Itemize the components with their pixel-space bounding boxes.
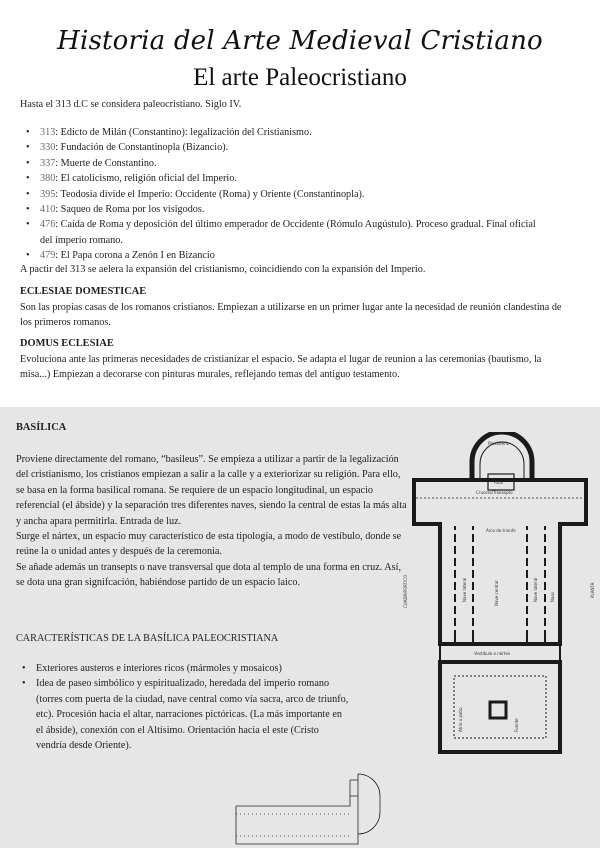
expansion-text: A pactir del 313 se aelera la expansión del cristianismo, coincidiendo con la expansión del Imperio.: [20, 264, 426, 275]
basilica-paragraph: Surge el nártex, un espacio muy característico de esta tipología, a modo de vestíbulo, donde se reúne la o unidad antes y después de la ceremonia.: [16, 531, 402, 558]
basilica-paragraph: Se añade además un transepts o nave transversal que dota al templo de una forma en cruz. Así, se dota una gran signifcación, habiéndose partido de un espacio laico.: [16, 561, 402, 589]
list-item: • 313: Edicto de Milán (Constantino): legalización del Cristianismo.: [22, 125, 582, 140]
timeline-list: [22, 125, 582, 264]
plan-label-nave-lateral: Nave lateral: [462, 577, 467, 602]
intro-text: Hasta el 313 d.C se considera paleocristiano. Siglo IV.: [20, 99, 242, 110]
domus-text: Evoluciona ante las primeras necesidades de cristianizar el espacio. Se adapta el lugar de reunion a las ceremonias (bautismo, la misa...) Empiezan a decorarse con pinturas murales, reflejando temas del antiguo testamento.: [20, 354, 542, 380]
document-subtitle: El arte Paleocristiano: [193, 64, 407, 91]
document-title: Historia del Arte Medieval Cristiano: [57, 26, 543, 56]
plan-label-fountain: Fuente: [514, 718, 519, 732]
plan-label-narthex: Vestíbulo o nártex: [474, 651, 511, 656]
list-item: • Exteriores austeros e interiores ricos (mármoles y mosaicos): [20, 661, 350, 676]
characteristics-heading: CARACTERÍSTICAS DE LA BASÍLICA PALEOCRISTIANA: [16, 633, 279, 644]
list-item: • 380: El catolicismo, religión oficial del Imperio.: [22, 171, 582, 186]
domesticae-heading: ECLESIAE DOMESTICAE: [20, 286, 147, 297]
plan-label-left: CUADRIPÓRTICO: [403, 574, 408, 608]
basilica-floor-plan: [400, 432, 600, 762]
basilica-paragraph: Proviene directamente del romano, “basileus”. Se empieza a utilizar a partir de la legalización del cristianismo, los cristianos empiezan a salir a la calle y a exteriorizar su religión. Para ello, se basa en la forma basilical romana. Se requiere de un espacio longitudinal, un espacio referencial (el ábside) y la separación tres diferentes naves, siendo la central de estas la más alta y ancha apara permitirla. Entrada de luz.: [16, 454, 407, 527]
domus-heading: DOMUS ECLESIAE: [20, 338, 114, 349]
list-item: • 330: Fundación de Constantinopla (Bizancio).: [22, 140, 582, 155]
list-item: • 395: Teodosia divide el Imperio: Occidente (Roma) y Oriente (Constantinopla).: [22, 187, 582, 202]
plan-label-altar: Altar: [494, 480, 504, 485]
list-item: • 476: Caída de Roma y deposición del último emperador de Occidente (Rómulo Augústulo). Proceso gradual. Final oficial del imperio romano.: [22, 217, 545, 248]
basilica-sketch: [232, 744, 400, 848]
list-item: • 479: El Papa corona a Zenón I en Bizancio: [22, 248, 582, 263]
plan-label-presbiterio: Presbiterio: [488, 441, 510, 446]
plan-label-transept: Crucero/Transepto: [476, 490, 513, 495]
list-item: • 410: Saqueo de Roma por los visigodos.: [22, 202, 582, 217]
list-item: • Idea de paseo simbólico y espiritualizado, heredada del imperio romano (torres com puerta de la ciudad, nave central como vía sacra, arco de triunfo, etc). Procesión hacia el altar, narraciones pictóricas. (La más importante en el ábside), conexión con el Altísimo. Orientación hacia el este (Cristo vendría desde Oriente).: [20, 676, 350, 753]
domesticae-text: Son las propias casas de los romanos cristianos. Empiezan a utilizarse en un primer lugar ante la necesidad de reunión clandestina de los primeros romanos.: [20, 302, 562, 328]
characteristics-list: [20, 661, 350, 753]
plan-label-nave-central: Nave central: [494, 580, 499, 606]
basilica-heading: BASÍLICA: [16, 422, 67, 433]
list-item: • 337: Muerte de Constantino.: [22, 156, 582, 171]
basilica-text: [16, 452, 408, 591]
plan-label-naos: Naos: [550, 592, 555, 602]
plan-label-nave-lateral: Nave lateral: [533, 577, 538, 602]
plan-label-arco: Arco de triunfo: [486, 528, 516, 533]
plan-label-right: PLANTA: [590, 582, 595, 598]
plan-label-atrium: Atrio o patio: [458, 707, 463, 732]
